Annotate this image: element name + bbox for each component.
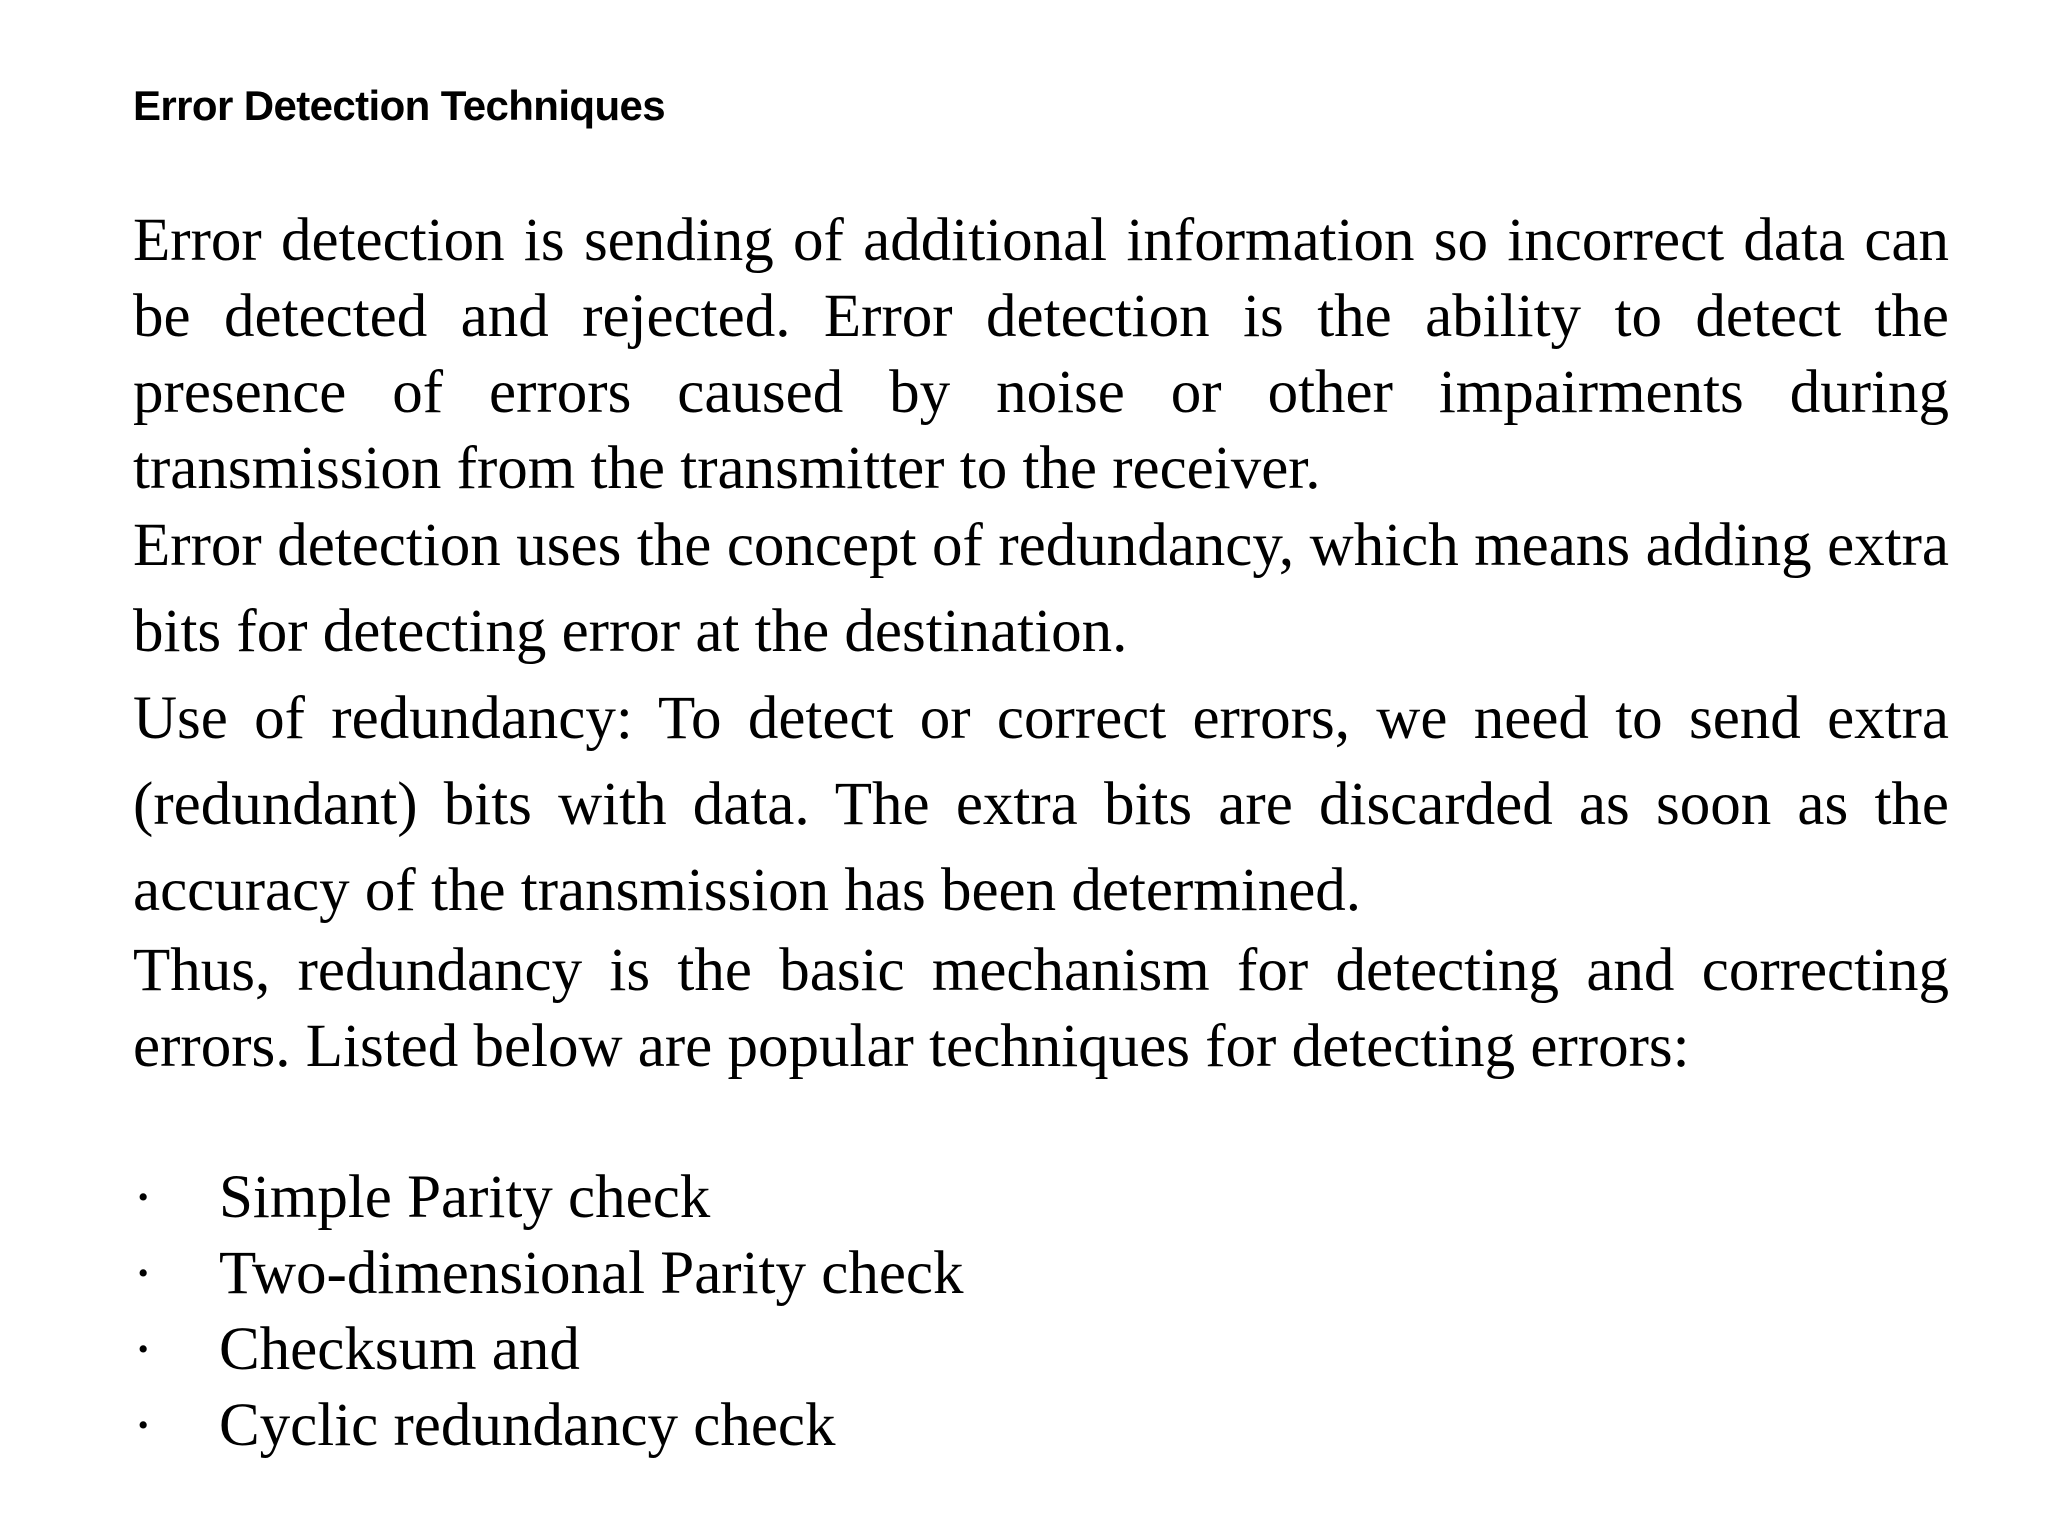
list-item	[133, 1160, 963, 1236]
bullet-icon: ·	[133, 1240, 154, 1307]
list-item-label: Two-dimensional Parity check	[219, 1240, 964, 1307]
paragraph-use-of-redundancy: Use of redundancy: To detect or correct errors, we need to send extra (redundant) bits with data. The extra bits are discarded as soon as the accuracy of the transmission has been determined.	[133, 685, 1949, 924]
list-item	[133, 1236, 963, 1312]
paragraph-definition: Error detection is sending of additional information so incorrect data can be detected and rejected. Error detection is the ability to detect the presence of errors caused by noise or other impairments during transmission from the transmitter to the receiver.	[133, 207, 1949, 502]
paragraph-summary: Thus, redundancy is the basic mechanism for detecting and correcting errors. Listed below are popular techniques for detecting errors:	[133, 937, 1949, 1080]
paragraph-redundancy-concept: Error detection uses the concept of redundancy, which means adding extra bits for detecting error at the destination.	[133, 512, 1949, 665]
bullet-icon: ·	[133, 1316, 154, 1383]
bullet-icon: ·	[133, 1164, 154, 1231]
list-item	[133, 1388, 963, 1464]
list-item-label: Checksum and	[219, 1316, 580, 1383]
list-item-label: Simple Parity check	[219, 1164, 711, 1231]
list-item	[133, 1312, 963, 1388]
techniques-list	[133, 1160, 963, 1464]
list-item-label: Cyclic redundancy check	[219, 1392, 836, 1459]
bullet-icon: ·	[133, 1392, 154, 1459]
page-title: Error Detection Techniques	[133, 82, 666, 129]
